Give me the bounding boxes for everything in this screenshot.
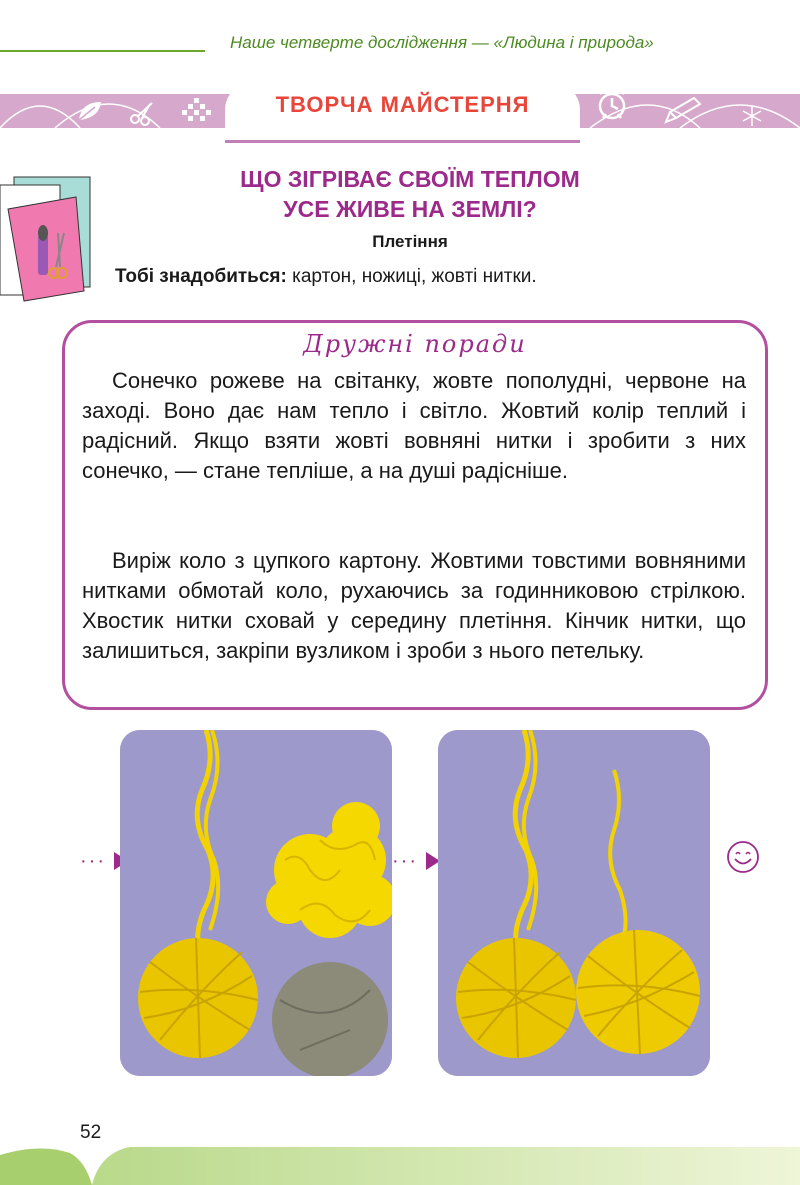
materials-label: Тобі знадобиться: (115, 266, 287, 287)
alarm-clock-icon (592, 84, 632, 124)
photo-yarn-and-cardboard (120, 730, 392, 1076)
advice-paragraph-1: Сонечко рожеве на світанку, жовте пополудні, червоне на заході. Воно дає нам тепло і світло. Жовтий колір теплий і радісний. Якщо взяти жовті вовняні нитки і зробити з них сонечко, — стане тепліше, а на душі радісніше. (82, 368, 746, 483)
advice-title: Дружні поради (303, 330, 527, 358)
step-dots-2: ··· (392, 850, 418, 872)
step-dots-1: ··· (80, 850, 106, 872)
snowflake-icon (740, 104, 764, 128)
materials-list: картон, ножиці, жовті нитки. (286, 266, 537, 287)
embroidery-icon (180, 96, 216, 126)
header-rule (0, 50, 205, 52)
advice-paragraph-2: Виріж коло з цупкого картону. Жовтими товстими вовняними нитками обмотай коло, рухаючись за годинниковою стрілкою. Хвостик нитки сховай у середину плетіння. Кінчик нитки, що залишиться, закріпи вузликом і зроби з нього петельку. (82, 548, 746, 663)
footer-band (0, 1143, 800, 1185)
lesson-subtitle: Плетіння (372, 232, 448, 251)
photo-two-yarn-suns (438, 730, 710, 1076)
scissors-icon (128, 100, 156, 126)
page-number: 52 (80, 1122, 102, 1143)
section-title: ТВОРЧА МАЙСТЕРНЯ (275, 92, 530, 117)
leaf-icon (75, 98, 105, 124)
running-header: Наше четверте дослідження — «Людина і природа» (230, 33, 654, 52)
materials-line (115, 266, 537, 288)
pencil-icon (660, 94, 704, 126)
lesson-title-line2: УСЕ ЖИВЕ НА ЗЕМЛІ? (283, 196, 537, 222)
craft-supplies-icon (0, 175, 100, 305)
lesson-title-line1: ЩО ЗІГРІВАЄ СВОЇМ ТЕПЛОМ (240, 166, 580, 192)
smiley-icon (726, 840, 760, 874)
